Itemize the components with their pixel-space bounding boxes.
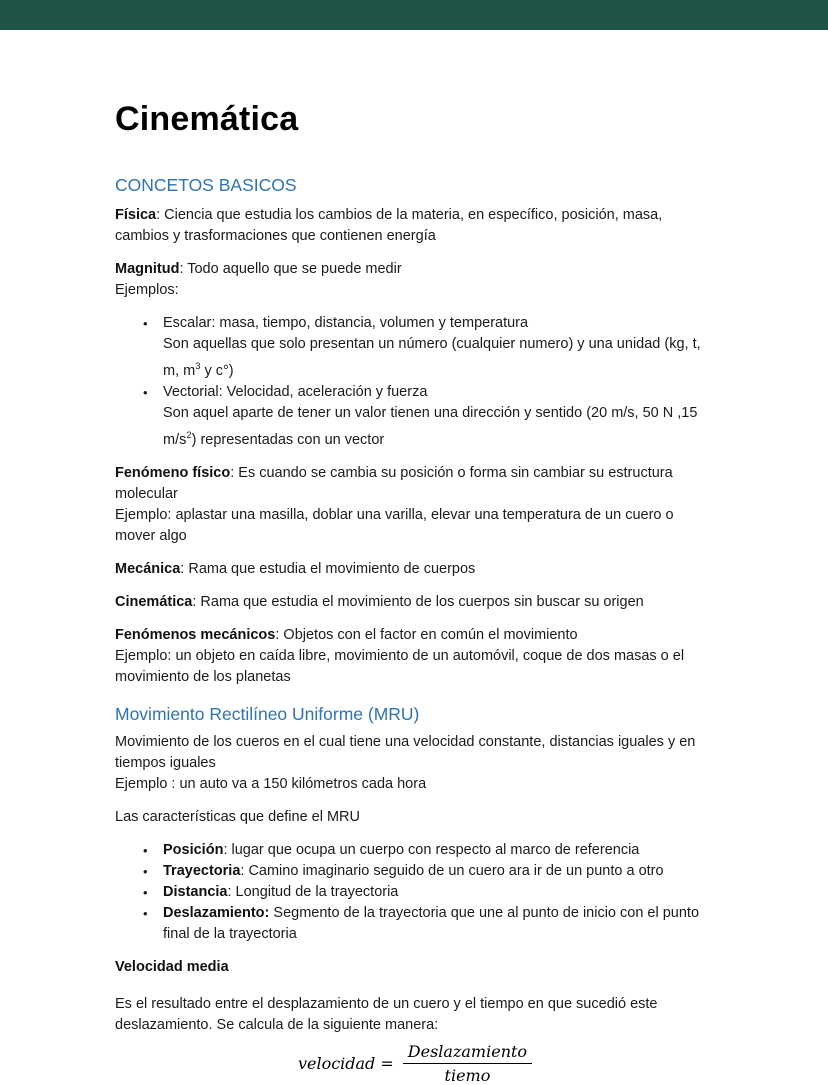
term-deslazamiento: Deslazamiento:	[163, 904, 270, 921]
list-item-distancia	[143, 882, 715, 903]
example-text: Ejemplo : un auto va a 150 kilómetros cada hora	[115, 775, 427, 792]
bullet-icon: •	[143, 384, 148, 400]
list-item-posicion	[143, 840, 715, 861]
bullet-icon: •	[143, 863, 148, 879]
list-item-trayectoria	[143, 861, 715, 882]
bullet-icon: •	[143, 884, 148, 900]
subheading-velocidad-media	[115, 957, 715, 978]
text: ) representadas con un vector	[191, 431, 385, 448]
definition-text: : Todo aquello que se puede medir	[179, 261, 402, 277]
definition-text: : Ciencia que estudia los cambios de la materia, en específico, posición, masa, cambios y trasformaciones que contienen energía	[115, 207, 663, 244]
term-trayectoria: Trayectoria	[163, 862, 241, 879]
text: : Longitud de la trayectoria	[227, 883, 399, 900]
text: Movimiento de los cueros en el cual tiene una velocidad constante, distancias iguales y en tiempos iguales	[115, 733, 696, 771]
paragraph-fenomeno-fisico	[115, 463, 715, 547]
paragraph-fisica	[115, 205, 715, 247]
example-text: Ejemplo: un objeto en caída libre, movimiento de un automóvil, coque de dos masas o el movimiento de los planetas	[115, 647, 685, 685]
text: y c°)	[200, 362, 234, 379]
paragraph-mru-intro	[115, 732, 715, 795]
list-item-text	[163, 334, 715, 382]
definition-text: : Rama que estudia el movimiento de los cuerpos sin buscar su origen	[192, 593, 644, 610]
term-cinematica: Cinemática	[115, 593, 193, 610]
section-heading-conceptos-basicos: CONCETOS BASICOS	[115, 175, 297, 195]
list-item-text	[163, 403, 715, 451]
formula-denominator: tiemo	[444, 1065, 491, 1085]
document-title: Cinemática	[115, 100, 299, 138]
term-fenomeno-fisico: Fenómeno físico	[115, 464, 231, 481]
term-distancia: Distancia	[163, 883, 228, 900]
bullet-icon: •	[143, 842, 148, 858]
term-magnitud: Magnitud	[115, 261, 180, 277]
paragraph-fenomenos-mecanicos	[115, 625, 715, 688]
list-item-vectorial	[143, 382, 715, 451]
list-item-text: Vectorial: Velocidad, aceleración y fuerza	[163, 383, 428, 400]
bullet-list-mru	[143, 840, 715, 945]
list-item-escalar	[143, 313, 715, 382]
superscript: 2	[186, 428, 192, 440]
list-item-deslazamiento	[143, 903, 715, 945]
text: Son aquel aparte de tener un valor tienen una dirección y sentido (20 m/s, 50 N ,15 m/s	[163, 404, 698, 448]
term-mecanica: Mecánica	[115, 560, 181, 577]
bullet-list-magnitud	[143, 313, 715, 451]
term-velocidad-media: Velocidad media	[115, 958, 229, 975]
text: Son aquellas que solo presentan un número (cualquier numero) y una unidad (kg, t, m, m	[163, 336, 701, 379]
formula-fraction	[403, 1042, 532, 1085]
paragraph-caracteristicas: Las características que define el MRU	[115, 808, 360, 825]
paragraph-velocidad-media: Es el resultado entre el desplazamiento de un cuero y el tiempo en que sucedió este deslazamiento. Se calcula de la siguiente manera:	[115, 995, 658, 1033]
term-posicion: Posición	[163, 841, 224, 858]
definition-text: : Rama que estudia el movimiento de cuerpos	[180, 560, 476, 577]
document-page	[0, 30, 828, 1085]
ejemplos-label: Ejemplos:	[115, 282, 179, 298]
top-bar	[0, 0, 828, 30]
text: : lugar que ocupa un cuerpo con respecto al marco de referencia	[223, 841, 640, 858]
term-fisica: Física	[115, 207, 157, 223]
text: : Camino imaginario seguido de un cuero ara ir de un punto a otro	[240, 862, 664, 879]
formula-numerator: Deslazamiento	[403, 1042, 532, 1064]
formula-lhs: velocidad =	[297, 1053, 394, 1073]
text: Segmento de la trayectoria que une al punto de inicio con el punto final de la trayectoria	[163, 904, 700, 942]
example-text: Ejemplo: aplastar una masilla, doblar una varilla, elevar una temperatura de un cuero o mover algo	[115, 506, 674, 544]
list-item-text: Escalar: masa, tiempo, distancia, volumen y temperatura	[163, 315, 529, 331]
velocity-formula	[115, 1042, 715, 1085]
superscript: 3	[195, 360, 201, 371]
section-heading-mru: Movimiento Rectilíneo Uniforme (MRU)	[115, 703, 420, 724]
paragraph-mecanica	[115, 559, 715, 580]
definition-text: : Es cuando se cambia su posición o forma sin cambiar su estructura molecular	[115, 464, 673, 502]
paragraph-magnitud	[115, 259, 715, 301]
paragraph-cinematica	[115, 592, 715, 613]
bullet-icon: •	[143, 316, 148, 331]
bullet-icon: •	[143, 905, 148, 921]
definition-text: : Objetos con el factor en común el movimiento	[275, 626, 578, 643]
term-fenomenos-mecanicos: Fenómenos mecánicos	[115, 626, 276, 643]
